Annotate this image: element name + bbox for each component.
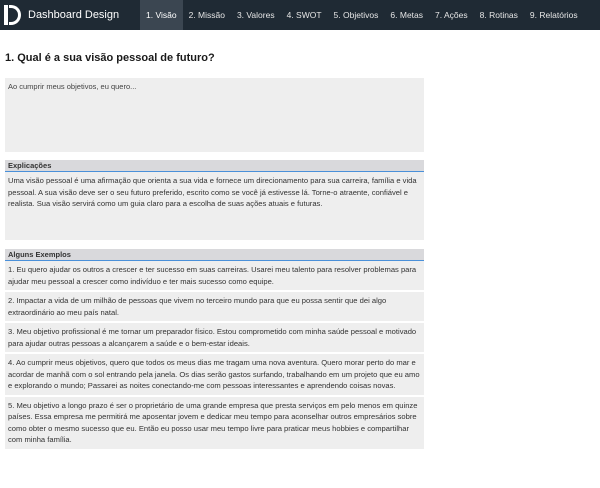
explanations-text: Uma visão pessoal é uma afirmação que orienta a sua vida e fornece um direcionamento para sua carreira, família e vida pessoal. A sua visão deve ser o seu futuro preferido, escrito como se você já estivesse lá. Torne-o atraente, confiável e realista. Sua visão servirá como um guia claro para a escolha de suas ações atuais e futuras.	[8, 176, 417, 208]
tab-visao[interactable]: 1. Visão	[140, 0, 183, 30]
logo-icon	[4, 5, 22, 25]
tab-bar	[140, 0, 584, 30]
example-item: 4. Ao cumprir meus objetivos, quero que todos os meus dias me tragam uma nova aventura. Quero morar perto do mar e acordar de manhã com o sol entrando pela janela. Os dias serão gastos surfando, trabalhando em um projeto que eu amo e explorando o mundo; Passarei as noites conectando-me com pessoas interessantes e aprendendo coisas novas.	[5, 354, 424, 397]
tab-acoes[interactable]: 7. Ações	[435, 10, 468, 20]
examples-panel	[5, 249, 424, 451]
app-title: Dashboard Design	[28, 9, 120, 21]
explanations-header: Explicações	[5, 160, 424, 172]
tab-rotinas[interactable]: 8. Rotinas	[479, 10, 518, 20]
tab-metas[interactable]: 6. Metas	[390, 10, 424, 20]
app-logo[interactable]	[0, 0, 140, 30]
vision-answer-field[interactable]	[5, 78, 424, 152]
tab-valores[interactable]: 3. Valores	[236, 10, 275, 20]
top-navigation-bar	[0, 0, 600, 30]
explanations-panel	[5, 160, 424, 240]
tab-swot[interactable]: 4. SWOT	[286, 10, 322, 20]
examples-header: Alguns Exemplos	[5, 249, 424, 261]
example-item: 1. Eu quero ajudar os outros a crescer e ter sucesso em suas carreiras. Usarei meu talento para resolver problemas para ajudar meu pessoal a crescer como indivíduo e ter mais sucesso como equipe.	[5, 261, 424, 292]
tab-missao[interactable]: 2. Missão	[188, 10, 225, 20]
page-title: 1. Qual é a sua visão pessoal de futuro?	[5, 52, 215, 64]
example-item: 5. Meu objetivo a longo prazo é ser o proprietário de uma grande empresa que presta serviços em pelo menos em quinze países. Essa empresa me permitirá me aposentar jovem e dedicar meu tempo para aconselhar outros empresários sobre como obter o mesmo sucesso que eu. Então eu posso usar meu tempo livre para praticar meus hobbies e compartilhar com minha família.	[5, 397, 424, 451]
tab-objetivos[interactable]: 5. Objetivos	[333, 10, 379, 20]
example-item: 2. Impactar a vida de um milhão de pessoas que vivem no terceiro mundo para que eu possa sentir que dei algo extraordinário ao meu país natal.	[5, 292, 424, 323]
example-item: 3. Meu objetivo profissional é me tornar um preparador físico. Estou comprometido com minha saúde pessoal e motivado para ajudar outras pessoas a alcançarem a saúde e o bem-estar ideais.	[5, 323, 424, 354]
answer-placeholder: Ao cumprir meus objetivos, eu quero...	[8, 82, 137, 91]
tab-relatorios[interactable]: 9. Relatórios	[529, 10, 578, 20]
